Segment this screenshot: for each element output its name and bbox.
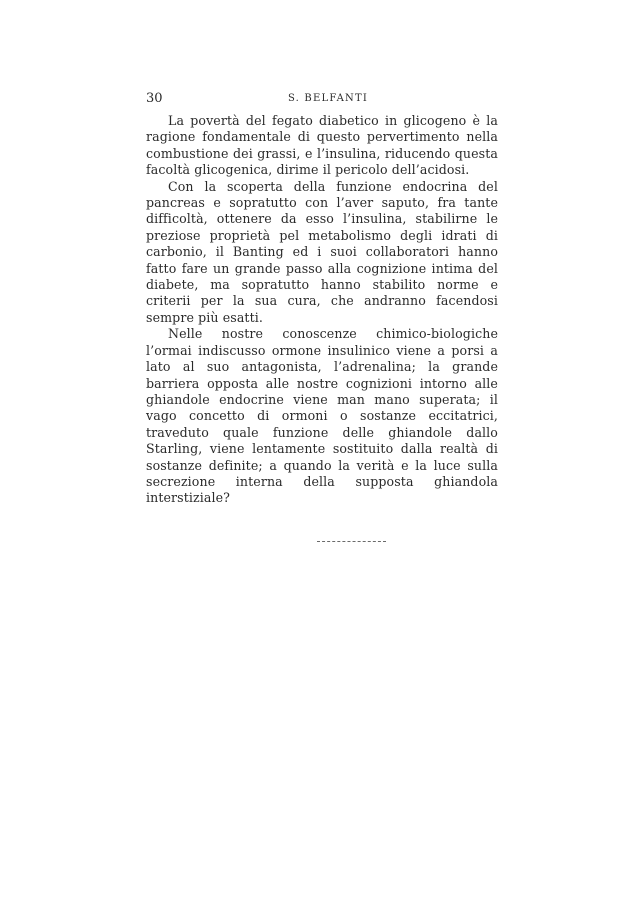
- body-text: [146, 113, 498, 507]
- paragraph: Con la scoperta della funzione endocrina del pancreas e sopratutto con l’aver saputo, fra tante difficoltà, ottenere da esso l’insulina, stabilirne le preziose proprietà pel metabolismo degli idrati di carbonio, il Banting ed i suoi collaboratori hanno fatto fare un grande passo alla cognizione intima del diabete, ma sopratutto hanno stabilito norme e criterii per la sua cura, che andranno facendosi sempre più esatti.: [146, 178, 498, 325]
- section-end-rule: [317, 541, 386, 542]
- running-head: S. BELFANTI: [287, 93, 368, 104]
- page-number: 30: [146, 91, 163, 106]
- page-header: [146, 92, 498, 110]
- paragraph: La povertà del fegato diabetico in glicogeno è la ragione fondamentale di questo pervertimento nella combustione dei grassi, e l’insulina, riducendo questa facoltà glicogenica, dirime il pericolo dell’acidosi.: [146, 113, 498, 178]
- paragraph: Nelle nostre conoscenze chimico-biologiche l’ormai indiscusso ormone insulinico viene a porsi a lato al suo antagonista, l’adrenalina; la grande barriera opposta alle nostre cognizioni intorno alle ghiandole endocrine viene man mano superata; il vago concetto di ormoni o sostanze eccitatrici, traveduto quale funzione delle ghiandole dallo Starling, viene lentamente sostituito dalla realtà di sostanze definite; a quando la verità e la luce sulla secrezione interna della supposta ghiandola interstiziale?: [146, 326, 498, 506]
